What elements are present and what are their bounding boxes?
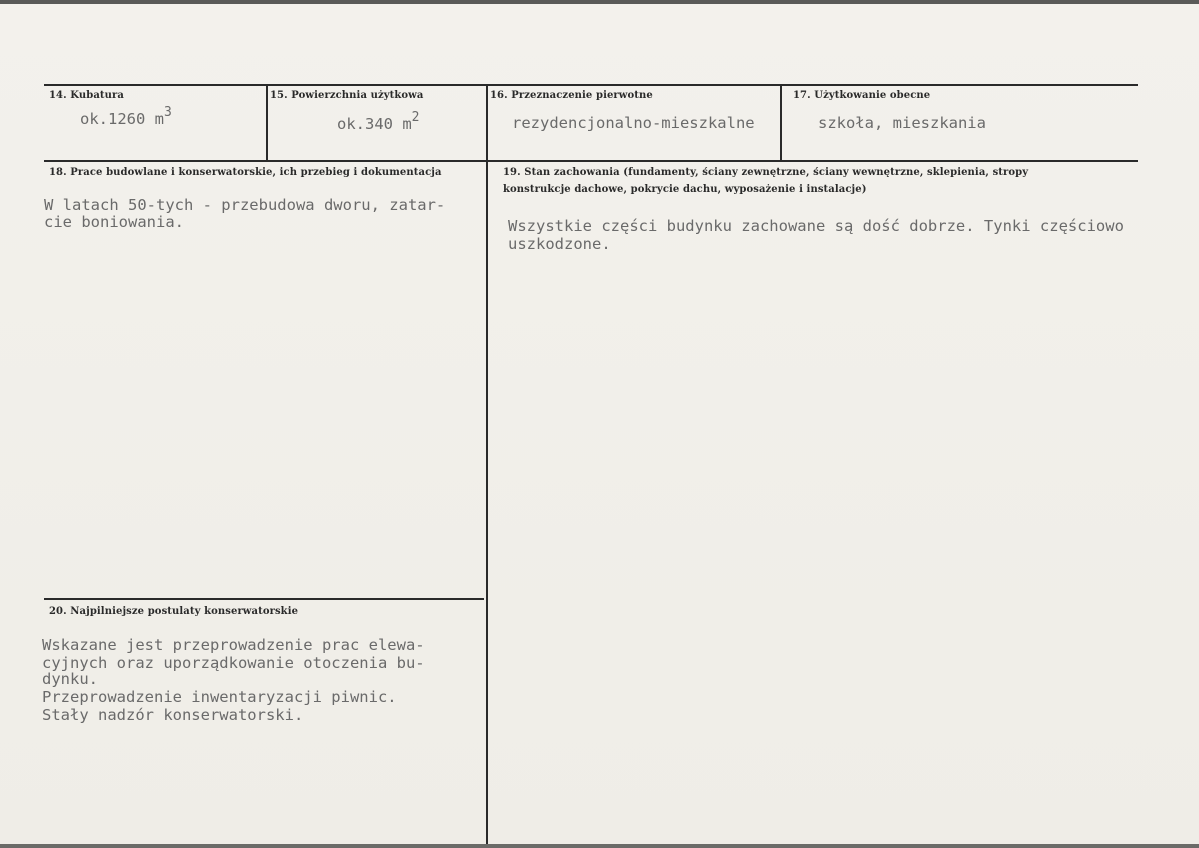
middle-rule bbox=[44, 160, 1138, 162]
field-16-label: 16. Przeznaczenie pierwotne bbox=[490, 90, 653, 101]
field-14-label: 14. Kubatura bbox=[49, 90, 124, 101]
field-14-value-text: ok.1260 m bbox=[80, 110, 164, 128]
field-18-line-2: cie boniowania. bbox=[44, 213, 184, 231]
section20-rule bbox=[44, 598, 484, 600]
field-17-value: szkoła, mieszkania bbox=[818, 114, 986, 132]
scan-edge-bottom bbox=[0, 844, 1199, 848]
field-20-line-1: Wskazane jest przeprowadzenie prac elewa- bbox=[42, 636, 425, 654]
field-15-value-text: ok.340 m bbox=[337, 115, 412, 133]
field-19-label-line-2: konstrukcje dachowe, pokrycie dachu, wyposażenie i instalacje) bbox=[503, 184, 867, 195]
field-20-label: 20. Najpilniejsze postulaty konserwatorskie bbox=[49, 606, 299, 617]
field-19-label-line-1: 19. Stan zachowania (fundamenty, ściany zewnętrzne, ściany wewnętrzne, sklepienia, stropy bbox=[503, 167, 1029, 178]
divider-14-15 bbox=[266, 84, 268, 160]
field-20-line-2: cyjnych oraz uporządkowanie otoczenia bu- bbox=[42, 654, 425, 672]
field-18-line-1: W latach 50-tych - przebudowa dworu, zatar- bbox=[44, 196, 446, 214]
field-15-label: 15. Powierzchnia użytkowa bbox=[270, 90, 424, 101]
field-15-unit-exponent: 2 bbox=[411, 110, 420, 125]
field-19-line-1: Wszystkie części budynku zachowane są dość dobrze. Tynki częściowo bbox=[508, 217, 1124, 235]
field-20-line-4: Przeprowadzenie inwentaryzacji piwnic. bbox=[42, 688, 397, 706]
scan-edge-top bbox=[0, 0, 1199, 4]
field-16-value: rezydencjonalno-mieszkalne bbox=[512, 114, 755, 132]
field-14-value bbox=[80, 105, 172, 129]
field-14-unit-exponent: 3 bbox=[164, 105, 172, 120]
field-19-line-2: uszkodzone. bbox=[508, 235, 611, 253]
field-20-line-5: Stały nadzór konserwatorski. bbox=[42, 706, 304, 724]
field-15-value bbox=[337, 110, 420, 134]
field-18-label: 18. Prace budowlane i konserwatorskie, ich przebieg i dokumentacja bbox=[49, 167, 442, 178]
field-17-label: 17. Użytkowanie obecne bbox=[793, 90, 931, 101]
top-rule bbox=[44, 84, 1138, 86]
divider-16-17 bbox=[780, 84, 782, 160]
divider-15-16 bbox=[486, 84, 488, 844]
field-20-line-3: dynku. bbox=[42, 670, 98, 688]
